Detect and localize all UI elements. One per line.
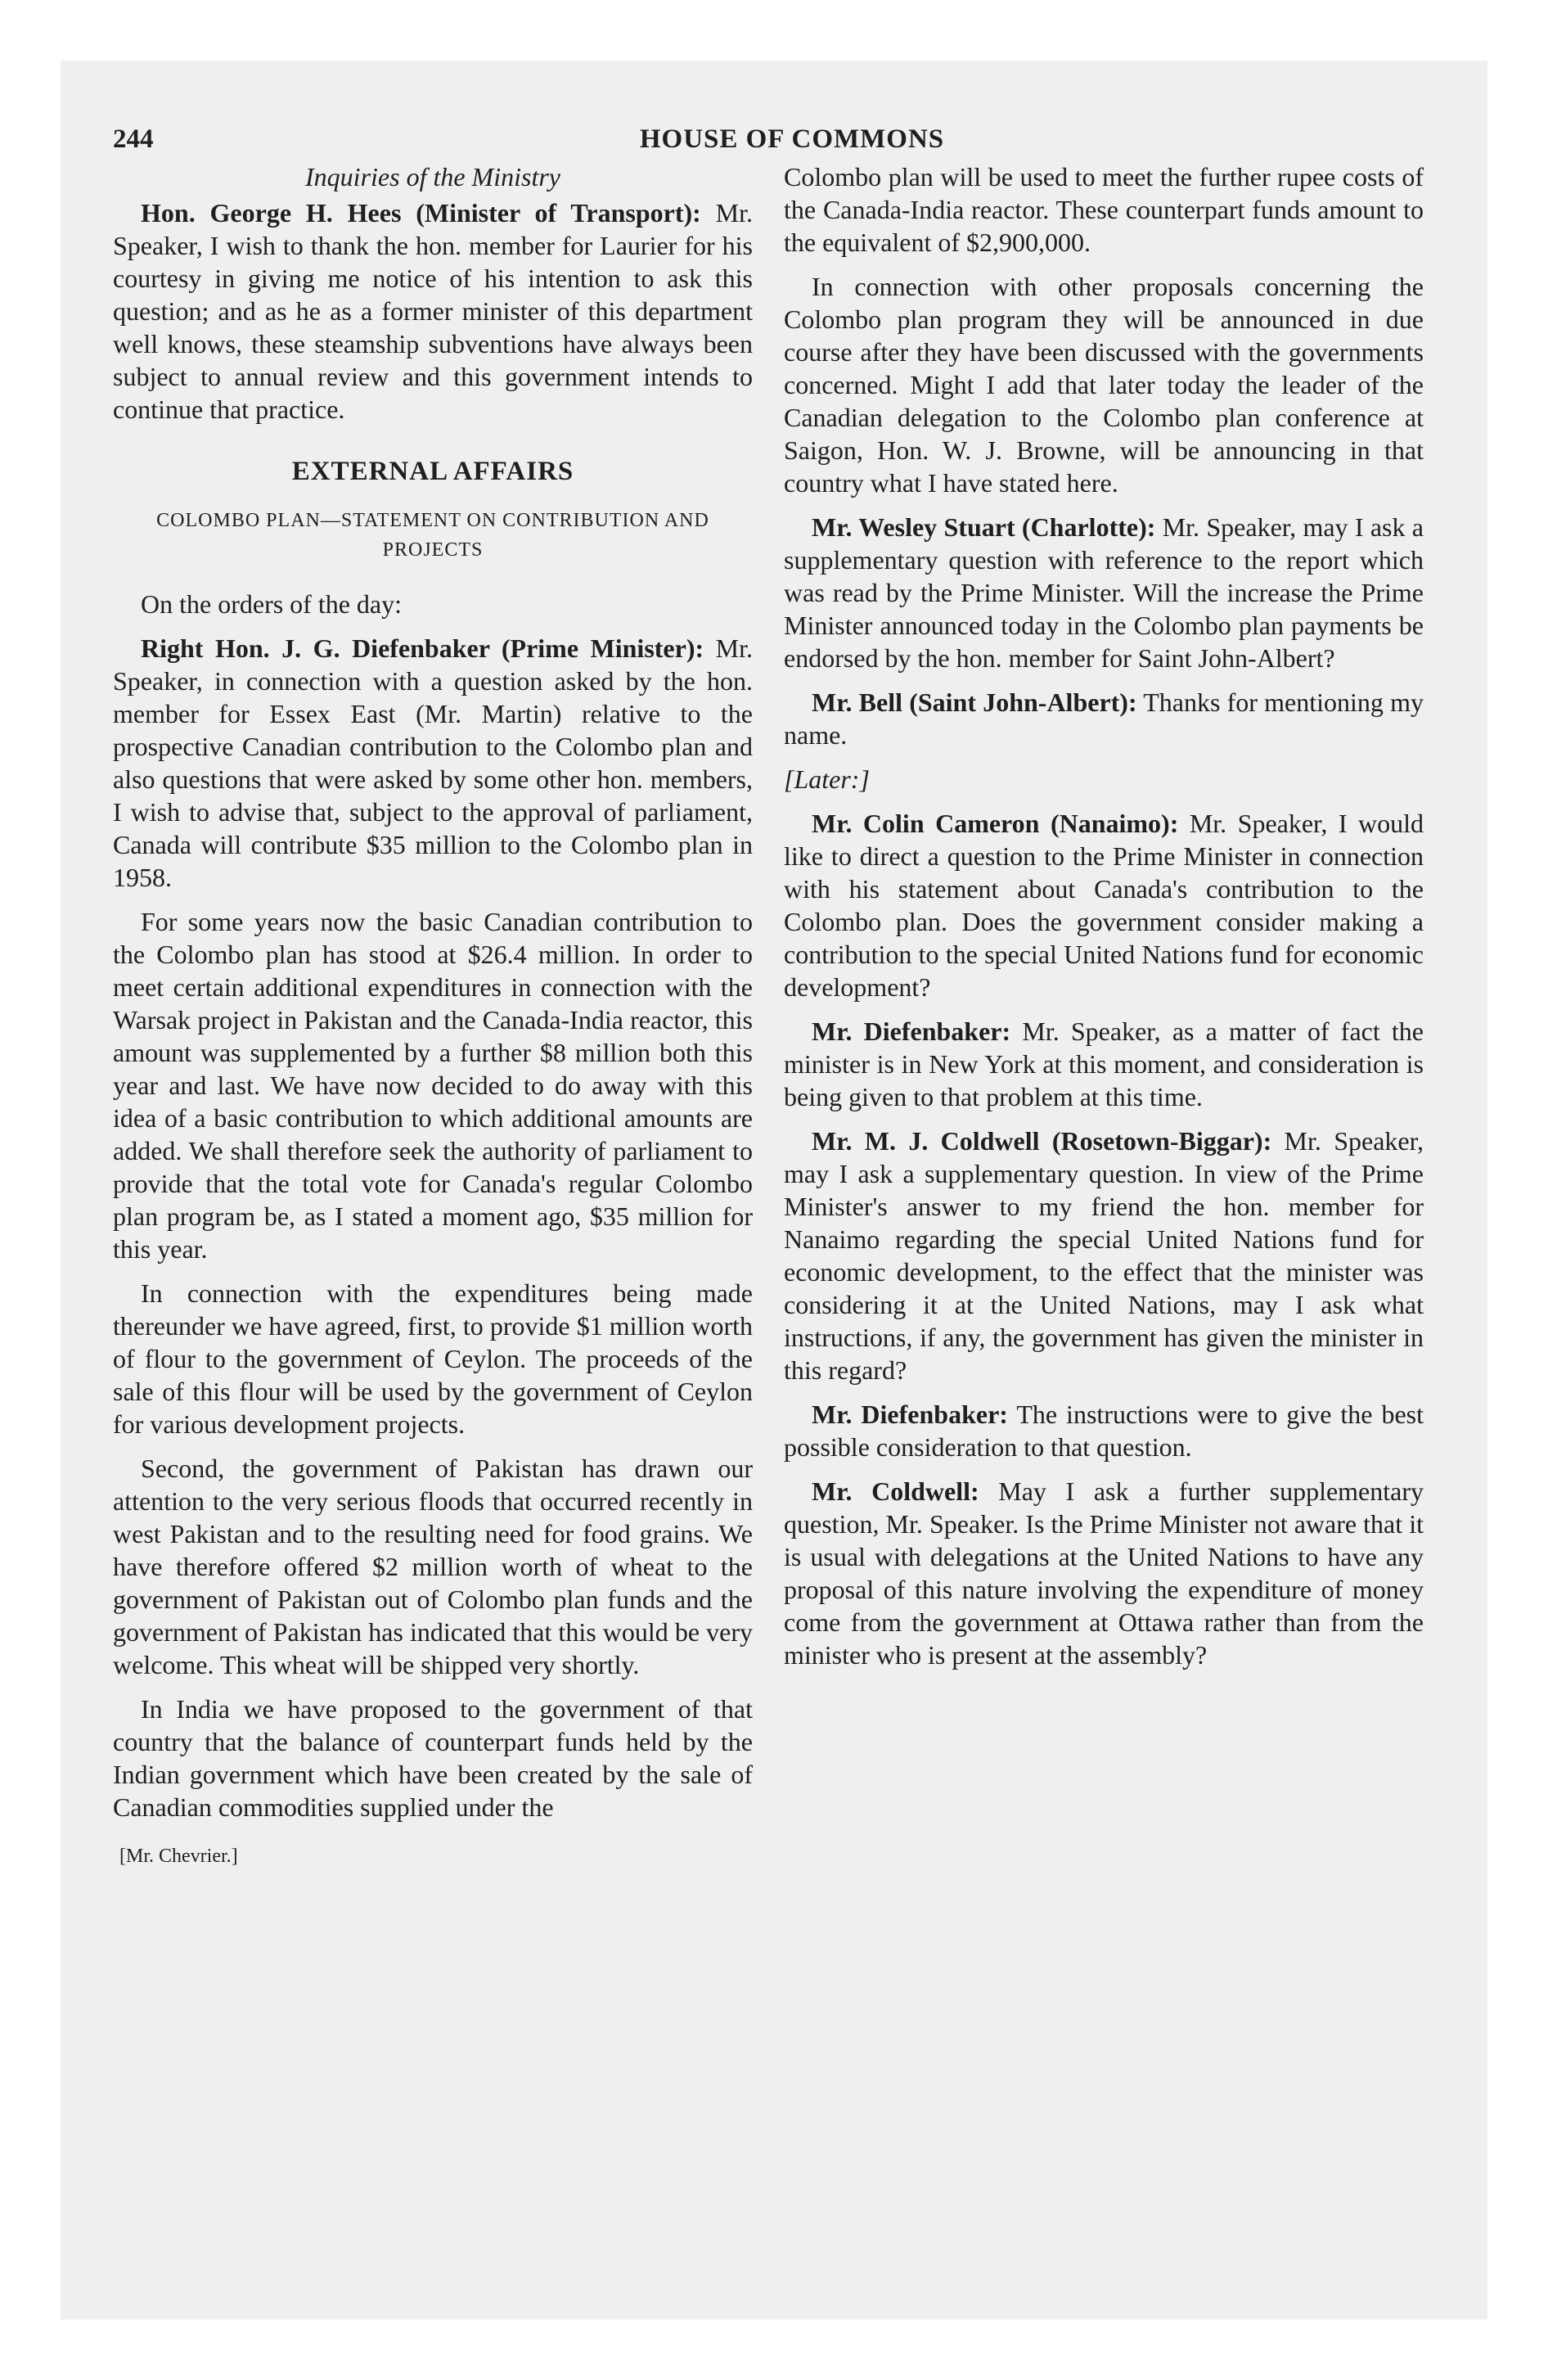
paragraph <box>784 1125 1424 1386</box>
speech-text: Mr. Speaker, I would like to direct a question to the Prime Minister in connection with his statement about Canada's contribution to the Colombo plan. Does the government consider making a contribution to the special United Nations fund for economic development? <box>784 809 1424 1002</box>
speech-text: Mr. Speaker, in connection with a question asked by the hon. member for Essex East (Mr. Martin) relative to the prospective Canadian contribution to the Colombo plan and also questions that were asked by some other hon. members, I wish to advise that, subject to the approval of parliament, Canada will contribute $35 million to the Colombo plan in 1958. <box>113 633 754 892</box>
speaker-name: Mr. M. J. Coldwell (Rosetown-Biggar): <box>812 1126 1272 1156</box>
page-header-title: HOUSE OF COMMONS <box>639 124 945 154</box>
speaker-name: Hon. George H. Hees (Minister of Transport): <box>141 198 701 228</box>
paragraph <box>784 1398 1424 1463</box>
speaker-name: Mr. Colin Cameron (Nanaimo): <box>812 809 1179 838</box>
paragraph: In connection with other proposals concerning the Colombo plan program they will be announced in due course after they have been discussed with the governments concerned. Might I add that later today the leader of the Canadian delegation to the Colombo plan conference at Saigon, Hon. W. J. Browne, will be announcing in that country what I have stated here. <box>784 272 1424 498</box>
speaker-footer-note: [Mr. Chevrier.] <box>119 1846 238 1867</box>
paragraph: In connection with the expenditures being made thereunder we have agreed, first, to provide $1 million worth of flour to the government of Ceylon. The proceeds of the sale of this flour will be used by the government of Ceylon for various development projects. <box>113 1278 753 1439</box>
section-subtitle: COLOMBO PLAN—STATEMENT ON CONTRIBUTION AND PROJECTS <box>156 510 709 561</box>
paragraph: In India we have proposed to the government of that country that the balance of counterpart funds held by the Indian government which have been created by the sale of Canadian commodities supplied under the <box>113 1694 753 1822</box>
speech-text: The instructions were to give the best possible consideration to that question. <box>784 1400 1424 1462</box>
section-title: EXTERNAL AFFAIRS <box>291 457 574 486</box>
orders-of-the-day: On the orders of the day: <box>141 589 403 619</box>
paragraph <box>113 196 753 426</box>
speaker-name: Right Hon. J. G. Diefenbaker (Prime Minister): <box>141 633 704 663</box>
speaker-name: Mr. Diefenbaker: <box>812 1400 1008 1429</box>
later-marker: [Later:] <box>784 764 870 794</box>
speaker-name: Mr. Wesley Stuart (Charlotte): <box>812 512 1156 542</box>
running-head <box>113 123 1471 160</box>
paragraph <box>784 511 1424 674</box>
paragraph <box>784 1475 1424 1671</box>
speaker-name: Mr. Bell (Saint John-Albert): <box>812 687 1137 717</box>
document-page <box>113 123 1471 1867</box>
paragraph: Second, the government of Pakistan has drawn our attention to the very serious floods that occurred recently in west Pakistan and to the resulting need for food grains. We have therefore offered $2 million worth of wheat to the government of Pakistan out of Colombo plan funds and the government of Pakistan has indicated that this would be very welcome. This wheat will be shipped very shortly. <box>113 1454 753 1679</box>
paragraph <box>784 807 1424 1003</box>
paragraph: For some years now the basic Canadian contribution to the Colombo plan has stood at $26.4 million. In order to meet certain additional expenditures in connection with the Warsak project in Pakistan and the Canada-India reactor, this amount was supplemented by a further $8 million both this year and last. We have now decided to do away with this idea of a basic contribution to which additional amounts are added. We shall therefore seek the authority of parliament to provide that the total vote for Canada's regular Colombo plan program be, as I stated a moment ago, $35 million for this year. <box>113 907 753 1264</box>
paragraph <box>113 632 753 894</box>
page-number: 244 <box>113 124 154 154</box>
speech-text: Mr. Speaker, I wish to thank the hon. member for Laurier for his courtesy in giving me notice of his intention to ask this question; and as he as a former minister of this department well knows, these steamship subventions have always been subject to annual review and this government intends to continue that practice. <box>113 198 754 424</box>
speech-text: Thanks for mentioning my name. <box>784 687 1424 750</box>
left-column <box>113 160 753 1873</box>
speech-text: May I ask a further supplementary question, Mr. Speaker. Is the Prime Minister not aware that it is usual with delegations at the United Nations to have any proposal of this nature involving the expenditure of money come from the government at Ottawa rather than from the minister who is present at the assembly? <box>784 1476 1424 1670</box>
paragraph: Colombo plan will be used to meet the further rupee costs of the Canada-India reactor. These counterpart funds amount to the equivalent of $2,900,000. <box>784 162 1424 257</box>
paragraph <box>784 1015 1424 1113</box>
speaker-name: Mr. Diefenbaker: <box>812 1016 1011 1046</box>
right-column <box>784 160 1424 1683</box>
speech-text: Mr. Speaker, may I ask a supplementary question with reference to the report which was read by the Prime Minister. Will the increase the Prime Minister announced today in the Colombo plan payments be endorsed by the hon. member for Saint John-Albert? <box>784 512 1424 673</box>
speech-text: Mr. Speaker, may I ask a supplementary question. In view of the Prime Minister's answer to my friend the hon. member for Nanaimo regarding the special United Nations fund for economic development, to the effect that the minister was considering it at the United Nations, may I ask what instructions, if any, the government has given the minister in this regard? <box>784 1126 1424 1385</box>
speech-text: Mr. Speaker, as a matter of fact the minister is in New York at this moment, and consideration is being given to that problem at this time. <box>784 1016 1424 1111</box>
section-subhead: Inquiries of the Ministry <box>305 162 560 192</box>
paragraph <box>784 686 1424 751</box>
speaker-name: Mr. Coldwell: <box>812 1476 979 1506</box>
